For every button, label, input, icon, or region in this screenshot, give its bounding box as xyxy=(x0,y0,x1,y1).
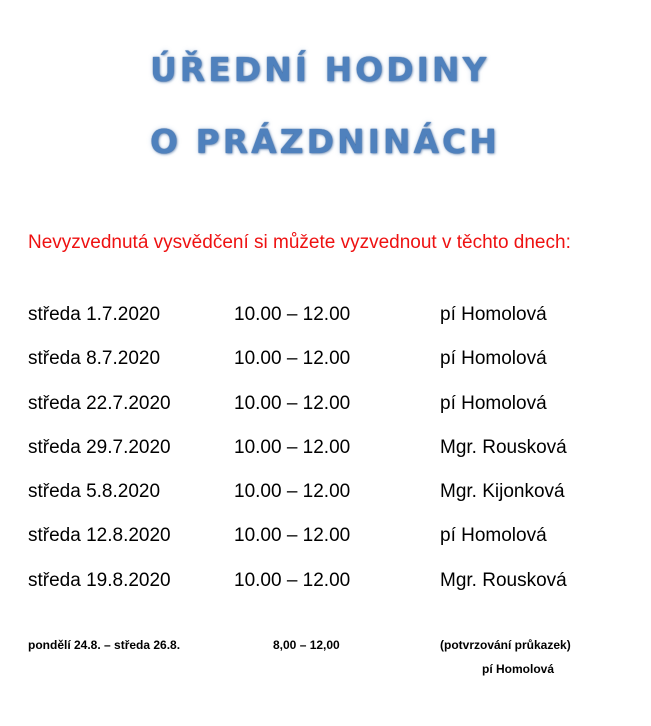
schedule-time: 10.00 – 12.00 xyxy=(234,304,351,325)
page-title-line-2: O PRÁZDNINÁCH xyxy=(150,122,500,161)
schedule-day: středa 22.7.2020 xyxy=(28,392,171,414)
schedule-time: 10.00 – 12.00 xyxy=(234,481,351,503)
schedule-row xyxy=(0,393,651,437)
schedule-row xyxy=(0,348,651,392)
intro-text: Nevyzvednutá vysvědčení si můžete vyzvednout v těchto dnech: xyxy=(28,232,571,253)
schedule-person: pí Homolová xyxy=(440,304,547,325)
schedule-person: Mgr. Rousková xyxy=(440,436,567,458)
schedule-day: středa 1.7.2020 xyxy=(28,304,161,325)
extra-days: pondělí 24.8. – středa 26.8. xyxy=(28,638,181,652)
schedule-time: 10.00 – 12.00 xyxy=(234,525,351,547)
schedule-day: středa 12.8.2020 xyxy=(28,525,171,547)
page-title-line-1: ÚŘEDNÍ HODINY xyxy=(150,50,490,89)
extra-person: pí Homolová xyxy=(482,662,555,676)
schedule-row xyxy=(0,481,651,525)
schedule-row xyxy=(0,525,651,569)
schedule-row xyxy=(0,304,651,348)
schedule-time: 10.00 – 12.00 xyxy=(234,348,351,370)
extra-time: 8,00 – 12,00 xyxy=(273,638,340,652)
schedule-person: pí Homolová xyxy=(440,392,547,414)
schedule-person: Mgr. Rousková xyxy=(440,569,567,591)
schedule-row xyxy=(0,437,651,481)
schedule-day: středa 19.8.2020 xyxy=(28,569,171,591)
schedule-person: pí Homolová xyxy=(440,348,547,370)
schedule-day: středa 8.7.2020 xyxy=(28,348,161,370)
schedule-day: středa 29.7.2020 xyxy=(28,436,171,458)
schedule-person: Mgr. Kijonková xyxy=(440,481,565,503)
schedule-time: 10.00 – 12.00 xyxy=(234,392,351,414)
schedule-list xyxy=(0,304,651,614)
schedule-person: pí Homolová xyxy=(440,525,547,547)
schedule-time: 10.00 – 12.00 xyxy=(234,569,351,591)
extra-note: (potvrzování průkazek) xyxy=(440,638,571,652)
schedule-time: 10.00 – 12.00 xyxy=(234,436,351,458)
schedule-row xyxy=(0,570,651,614)
schedule-day: středa 5.8.2020 xyxy=(28,481,161,503)
